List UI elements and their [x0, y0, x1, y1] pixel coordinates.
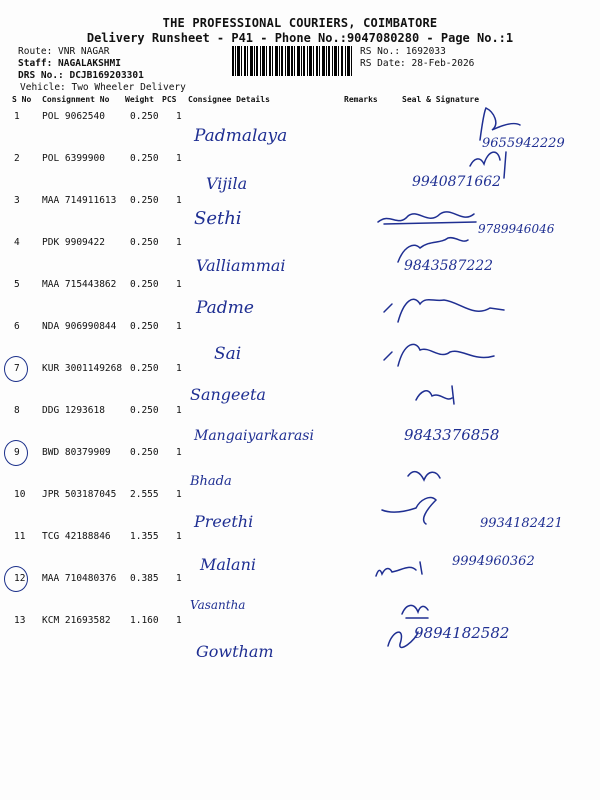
handwritten-name: Padme [196, 298, 254, 318]
col-remarks: Remarks [344, 95, 378, 104]
row-pcs: 1 [176, 531, 182, 542]
handwritten-name: Sangeeta [190, 385, 266, 404]
row-sno: 12 [14, 573, 26, 584]
row-consignment: MAA 714911613 [42, 195, 117, 206]
route-label: Route: VNR NAGAR [18, 46, 110, 57]
handwritten-name: Mangaiyarkarasi [194, 428, 314, 444]
row-weight: 2.555 [130, 489, 159, 500]
vehicle-label: Vehicle: Two Wheeler Delivery [20, 82, 186, 93]
row-sno: 11 [14, 531, 26, 542]
rs-number: RS No.: 1692033 [360, 46, 446, 57]
handwritten-name: Malani [200, 555, 256, 574]
col-weight: Weight [125, 95, 154, 104]
row-sno: 13 [14, 615, 26, 626]
row-consignment: DDG 1293618 [42, 405, 105, 416]
handwritten-name: Bhada [190, 474, 232, 489]
row-sno: 6 [14, 321, 20, 332]
row-consignment: KUR 3001149268 [42, 363, 123, 374]
runsheet-title: Delivery Runsheet - P41 - Phone No.:9047080280 - Page No.:1 [86, 31, 514, 45]
col-sno: S No [12, 95, 32, 104]
handwritten-name: Vasantha [190, 598, 246, 612]
row-weight: 0.250 [130, 363, 159, 374]
row-weight: 0.250 [130, 195, 159, 206]
handwritten-phone: 9789946046 [478, 222, 555, 236]
col-seal: Seal & Signature [402, 95, 480, 104]
row-consignment: POL 9062540 [42, 111, 105, 122]
handwritten-name: Preethi [194, 512, 254, 531]
row-consignment: NDA 906990844 [42, 321, 117, 332]
handwritten-phone: 9994960362 [452, 554, 535, 569]
row-sno: 2 [14, 153, 20, 164]
row-pcs: 1 [176, 615, 182, 626]
row-sno: 10 [14, 489, 26, 500]
row-consignment: TCG 42188846 [42, 531, 111, 542]
row-consignment: MAA 710480376 [42, 573, 117, 584]
handwritten-name: Vijila [206, 174, 248, 193]
row-weight: 0.250 [130, 153, 159, 164]
row-weight: 0.250 [130, 405, 159, 416]
row-pcs: 1 [176, 111, 182, 122]
row-weight: 0.250 [130, 447, 159, 458]
rs-date: RS Date: 28-Feb-2026 [360, 58, 475, 69]
row-weight: 0.250 [130, 237, 159, 248]
row-sno: 8 [14, 405, 20, 416]
row-weight: 1.160 [130, 615, 159, 626]
row-sno: 7 [14, 363, 20, 374]
row-pcs: 1 [176, 195, 182, 206]
row-weight: 1.355 [130, 531, 159, 542]
row-pcs: 1 [176, 405, 182, 416]
handwritten-name: Gowtham [196, 642, 274, 661]
row-consignment: POL 6399900 [42, 153, 105, 164]
row-weight: 0.385 [130, 573, 159, 584]
row-sno: 3 [14, 195, 20, 206]
row-consignment: PDK 9909422 [42, 237, 105, 248]
row-weight: 0.250 [130, 279, 159, 290]
col-pcs: PCS [162, 95, 177, 104]
row-sno: 5 [14, 279, 20, 290]
handwritten-phone: 9655942229 [482, 136, 565, 151]
row-consignment: BWD 80379909 [42, 447, 111, 458]
row-pcs: 1 [176, 321, 182, 332]
handwritten-phone: 9843376858 [404, 426, 500, 444]
drs-number: DRS No.: DCJB169203301 [18, 70, 144, 81]
row-sno: 1 [14, 111, 20, 122]
row-pcs: 1 [176, 447, 182, 458]
company-title: THE PROFESSIONAL COURIERS, COIMBATORE [162, 16, 438, 30]
row-consignment: JPR 503187045 [42, 489, 117, 500]
staff-label: Staff: NAGALAKSHMI [18, 58, 121, 69]
handwritten-name: Valliammai [196, 256, 286, 275]
handwritten-name: Sethi [194, 208, 242, 229]
col-consignment: Consignment No [42, 95, 110, 104]
row-consignment: KCM 21693582 [42, 615, 111, 626]
handwritten-name: Padmalaya [194, 126, 288, 146]
handwritten-phone: 9940871662 [412, 174, 502, 190]
row-pcs: 1 [176, 153, 182, 164]
col-consignee: Consignee Details [188, 95, 270, 104]
handwritten-phone: 9843587222 [404, 258, 494, 274]
handwritten-name: Sai [214, 344, 242, 364]
row-weight: 0.250 [130, 321, 159, 332]
row-weight: 0.250 [130, 111, 159, 122]
row-pcs: 1 [176, 363, 182, 374]
row-pcs: 1 [176, 279, 182, 290]
row-pcs: 1 [176, 489, 182, 500]
handwritten-phone: 9894182582 [414, 624, 510, 642]
row-consignment: MAA 715443862 [42, 279, 117, 290]
row-pcs: 1 [176, 573, 182, 584]
row-sno: 9 [14, 447, 20, 458]
row-sno: 4 [14, 237, 20, 248]
handwritten-phone: 9934182421 [480, 516, 563, 531]
row-pcs: 1 [176, 237, 182, 248]
